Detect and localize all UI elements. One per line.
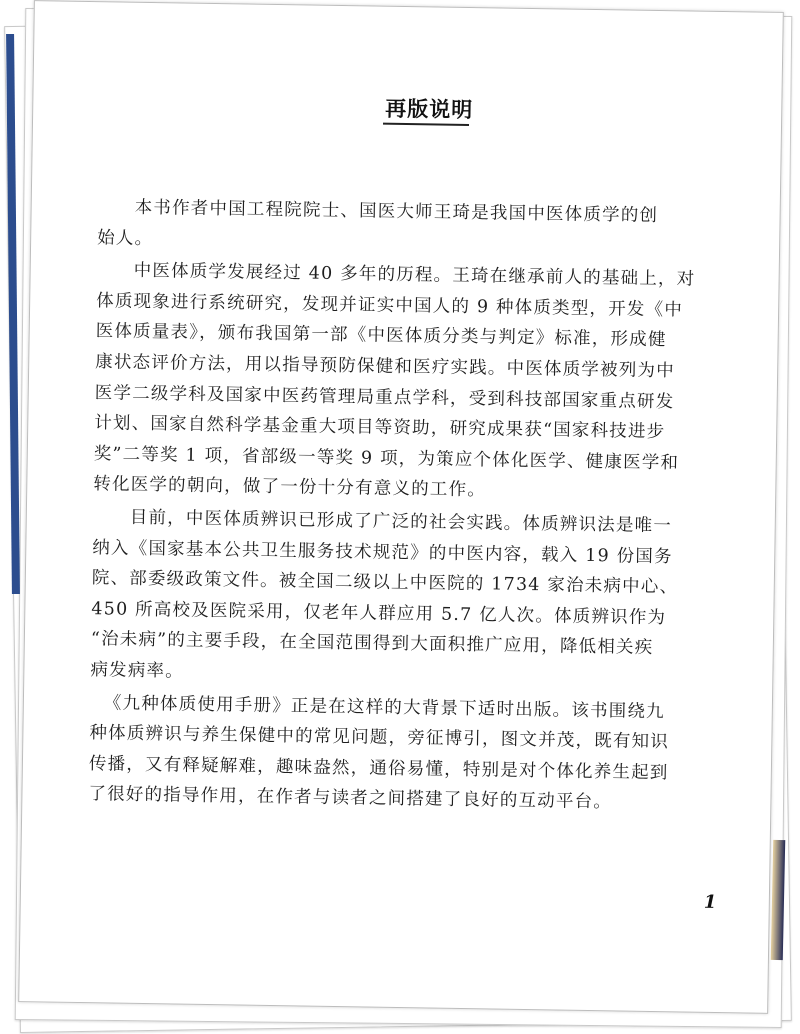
page-title: 再版说明 <box>385 95 474 123</box>
text-line: “治未病”的主要手段，在全国范围得到大面积推广应用，降低相关疾 <box>90 629 654 659</box>
text-line: 种体质辨识与养生保健中的常见问题，旁征博引，图文并茂，既有知识 <box>89 723 670 753</box>
text-line: 康状态评价方法，用以指导预防保健和医疗实践。中医体质学被列为中 <box>95 352 676 382</box>
text-line: 目前，中医体质辨识已形成了广泛的社会实践。体质辨识法是唯一 <box>129 507 673 537</box>
text-line: 传播，又有释疑解难，趣味盎然，通俗易懂，特别是对个体化养生起到 <box>88 753 669 783</box>
text-line: 了很好的指导作用，在作者与读者之间搭建了良好的互动平台。 <box>88 784 613 813</box>
paragraph <box>93 255 707 509</box>
text-line: 《九种体质使用手册》正是在这样的大背景下适时出版。该书围绕九 <box>103 692 665 722</box>
text-line: 本书作者中国工程院院士、国医大师王琦是我国中医体质学的创 <box>134 197 659 227</box>
text-line: 450 所高校及医院采用，仅老年人群应用 5.7 亿人次。体质辨识作为 <box>91 598 667 628</box>
text-line: 院、部委级政策文件。被全国二级以上中医院的 1734 家治未病中心、 <box>91 568 679 598</box>
paragraph <box>90 502 703 695</box>
text-line: 转化医学的朝向，做了一份十分有意义的工作。 <box>93 474 487 501</box>
title-underline <box>383 123 469 126</box>
text-line: 病发病率。 <box>90 660 185 682</box>
text-line: 中医体质学发展经过 40 多年的历程。王琦在继承前人的基础上，对 <box>133 260 696 290</box>
paragraph <box>97 192 708 263</box>
text-line: 医学二级学科及国家中医药管理局重点学科，受到科技部国家重点研发 <box>94 382 675 412</box>
text-line: 体质现象进行系统研究，发现并证实中国人的 9 种体质类型，开发《中 <box>96 290 684 321</box>
text-line: 计划、国家自然科学基金重大项目等资助，研究成果获“国家科技进步 <box>94 413 666 443</box>
text-line: 纳入《国家基本公共卫生服务技术规范》的中医内容，载入 19 份国务 <box>92 537 673 567</box>
book-cover-edge <box>771 840 786 960</box>
document-page <box>18 0 784 1014</box>
paragraph <box>88 688 700 820</box>
page-number: 1 <box>703 891 717 914</box>
text-line: 奖”二等奖 1 项，省部级一等奖 9 项，为策应个体化医学、健康医学和 <box>93 443 680 474</box>
body-text <box>88 192 708 821</box>
text-line: 医体质量表》，颁布我国第一部《中医体质分类与判定》标准，形成健 <box>95 321 667 351</box>
text-line: 始人。 <box>97 227 154 249</box>
